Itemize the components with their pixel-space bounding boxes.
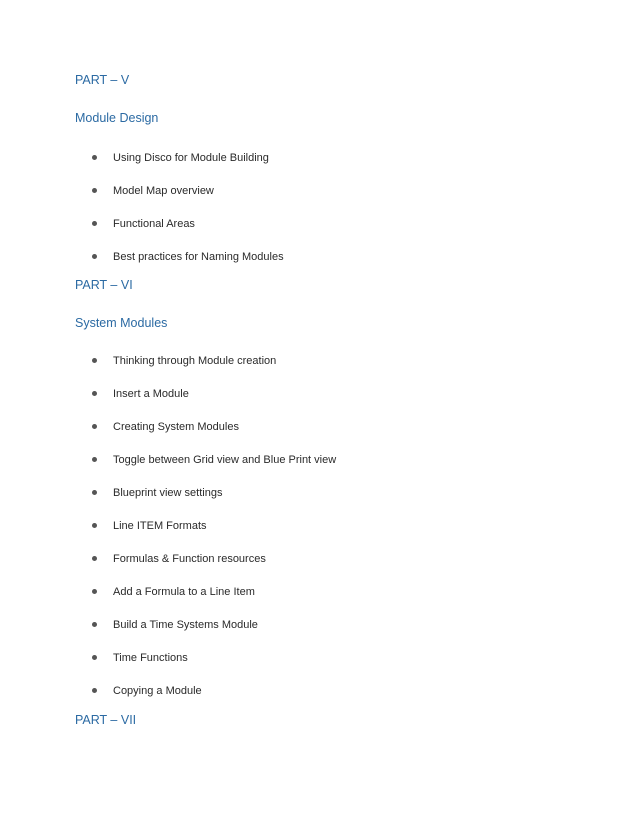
list-item-text: Functional Areas xyxy=(113,218,195,230)
list-item-text: Add a Formula to a Line Item xyxy=(113,586,255,598)
bullet-icon xyxy=(92,523,97,528)
bullet-icon xyxy=(92,391,97,396)
bullet-icon xyxy=(92,490,97,495)
list-item-text: Copying a Module xyxy=(113,685,202,697)
part-vii-heading: PART – VII xyxy=(75,713,137,727)
list-item-text: Using Disco for Module Building xyxy=(113,152,269,164)
bullet-icon xyxy=(92,155,97,160)
bullet-icon xyxy=(92,424,97,429)
list-item-text: Build a Time Systems Module xyxy=(113,619,258,631)
part-v-heading: PART – V xyxy=(75,73,130,87)
bullet-icon xyxy=(92,556,97,561)
bullet-icon xyxy=(92,622,97,627)
bullet-icon xyxy=(92,358,97,363)
list-item-text: Toggle between Grid view and Blue Print view xyxy=(113,454,337,466)
part-vi-section-title: System Modules xyxy=(75,316,168,330)
list-item-text: Creating System Modules xyxy=(113,421,239,433)
bullet-icon xyxy=(92,221,97,226)
list-item-text: Line ITEM Formats xyxy=(113,520,207,532)
list-item-text: Best practices for Naming Modules xyxy=(113,251,284,263)
bullet-icon xyxy=(92,254,97,259)
bullet-icon xyxy=(92,589,97,594)
list-item-text: Model Map overview xyxy=(113,185,214,197)
list-item-text: Formulas & Function resources xyxy=(113,553,266,565)
part-v-section-title: Module Design xyxy=(75,111,159,125)
list-item-text: Insert a Module xyxy=(113,388,189,400)
list-item-text: Thinking through Module creation xyxy=(113,355,277,367)
bullet-icon xyxy=(92,188,97,193)
bullet-icon xyxy=(92,688,97,693)
list-item-text: Blueprint view settings xyxy=(113,487,223,499)
bullet-icon xyxy=(92,655,97,660)
part-vi-heading: PART – VI xyxy=(75,278,133,292)
list-item-text: Time Functions xyxy=(113,652,188,664)
bullet-icon xyxy=(92,457,97,462)
